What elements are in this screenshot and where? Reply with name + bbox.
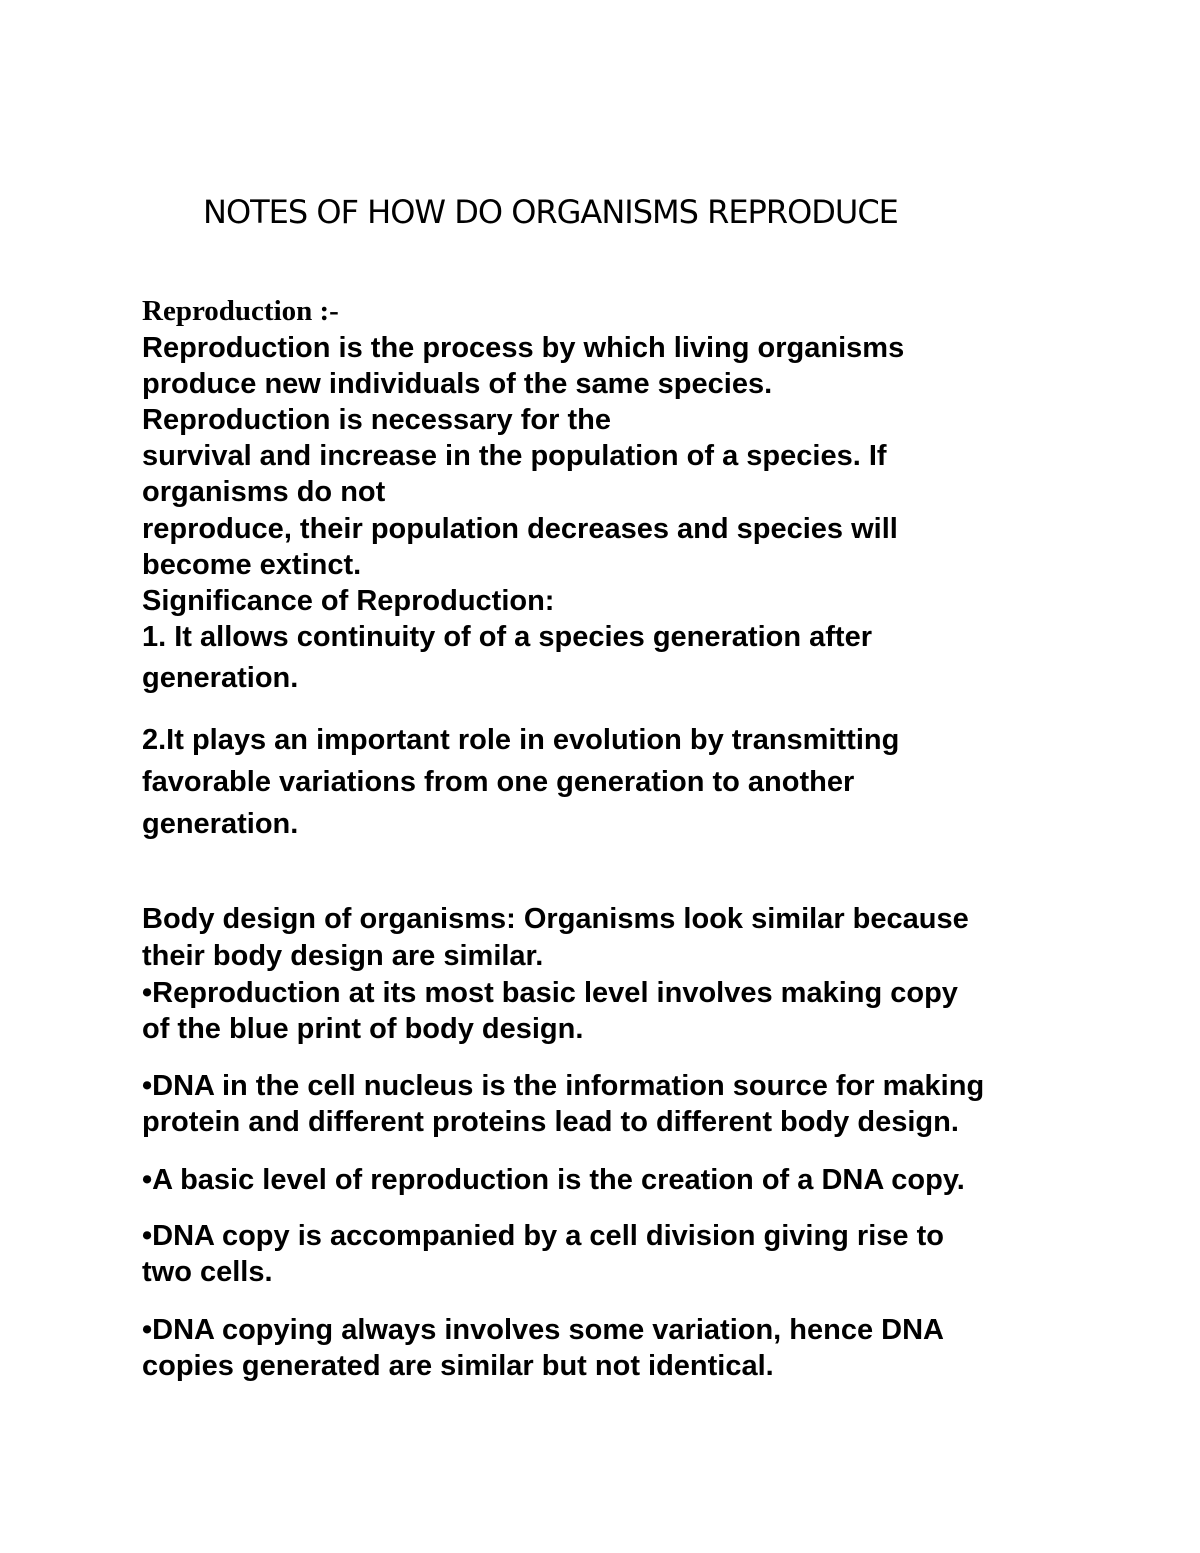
bullet-item: •DNA in the cell nucleus is the information source for making bbox=[142, 1070, 985, 1102]
bullet-item: •Reproduction at its most basic level involves making copy bbox=[142, 977, 958, 1009]
text-line: reproduce, their population decreases and species will bbox=[142, 513, 898, 545]
text-line: Reproduction is necessary for the bbox=[142, 404, 611, 436]
bullet-item: •DNA copying always involves some variation, hence DNA bbox=[142, 1314, 944, 1346]
text-line: generation. bbox=[142, 808, 299, 840]
bullet-item: •A basic level of reproduction is the creation of a DNA copy. bbox=[142, 1164, 965, 1196]
reproduction-heading: Reproduction :- bbox=[142, 295, 339, 327]
list-item: 2.It plays an important role in evolution by transmitting bbox=[142, 724, 900, 756]
text-line: copies generated are similar but not identical. bbox=[142, 1350, 774, 1382]
text-line: protein and different proteins lead to different body design. bbox=[142, 1106, 959, 1138]
text-line: their body design are similar. bbox=[142, 940, 544, 972]
page-title: NOTES OF HOW DO ORGANISMS REPRODUCE bbox=[203, 193, 898, 231]
text-line: produce new individuals of the same species. bbox=[142, 368, 773, 400]
text-line: Body design of organisms: Organisms look similar because bbox=[142, 903, 969, 935]
bullet-item: •DNA copy is accompanied by a cell division giving rise to bbox=[142, 1220, 944, 1252]
section-heading: Significance of Reproduction: bbox=[142, 585, 555, 617]
list-item: 1. It allows continuity of of a species generation after bbox=[142, 621, 872, 653]
text-line: two cells. bbox=[142, 1256, 273, 1288]
text-line: of the blue print of body design. bbox=[142, 1013, 584, 1045]
text-line: generation. bbox=[142, 662, 299, 694]
text-line: become extinct. bbox=[142, 549, 362, 581]
text-line: organisms do not bbox=[142, 476, 386, 508]
text-line: favorable variations from one generation to another bbox=[142, 766, 855, 798]
text-line: survival and increase in the population of a species. If bbox=[142, 440, 887, 472]
text-line: Reproduction is the process by which living organisms bbox=[142, 332, 905, 364]
